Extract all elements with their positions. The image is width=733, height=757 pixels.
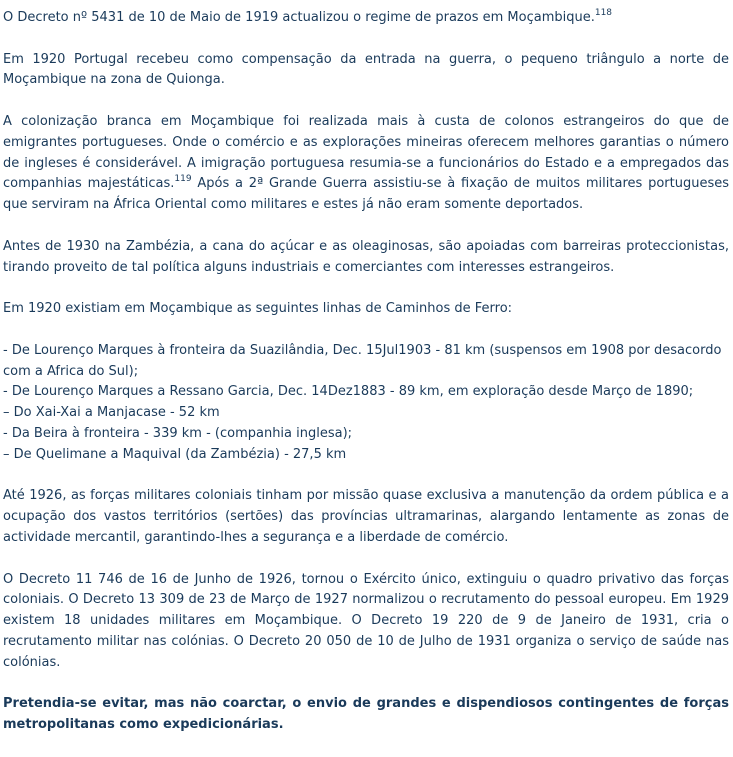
railway-line-item: – De Quelimane a Maquival (da Zambézia) - 27,5 km bbox=[3, 446, 347, 462]
paragraph-text-before: A colonização branca em Moçambique foi realizada mais à custa de colonos estrangeiros do que de emigrantes portugueses. Onde o comércio e as explorações mineiras oferecem melhores garantias o número de ingleses é considerável. A imigração portuguesa resumia-se a funcionários do Estado e a empregados das companhias majestáticas. bbox=[3, 113, 729, 192]
paragraph-caminhos-de-ferro-intro: Em 1920 existiam em Moçambique as seguintes linhas de Caminhos de Ferro: bbox=[3, 301, 513, 317]
paragraph-conclusao: Pretendia-se evitar, mas não coarctar, o envio de grandes e dispendiosos contingentes de forças metropolitanas como expedicionárias. bbox=[3, 696, 729, 733]
paragraph-text: O Decreto nº 5431 de 10 de Maio de 1919 actualizou o regime de prazos em Moçambique. bbox=[3, 10, 595, 25]
paragraph-decretos: O Decreto 11 746 de 16 de Junho de 1926, tornou o Exército único, extinguiu o quadro privativo das forças coloniais. O Decreto 13 309 de 23 de Março de 1927 normalizou o recrutamento do pessoal europeu. Em 1929 existem 18 unidades militares em Moçambique. O Decreto 19 220 de 9 de Janeiro de 1931, cria o recrutamento militar nas colónias. O Decreto 20 050 de 10 de Julho de 1931 organiza o serviço de saúde nas colónias. bbox=[3, 571, 729, 670]
paragraph-quionga: Em 1920 Portugal recebeu como compensação da entrada na guerra, o pequeno triângulo a norte de Moçambique na zona de Quionga. bbox=[3, 51, 729, 88]
railway-line-item: – Do Xai-Xai a Manjacase - 52 km bbox=[3, 405, 220, 421]
document-body bbox=[3, 8, 729, 757]
railway-line-item: - De Lourenço Marques a Ressano Garcia, Dec. 14Dez1883 - 89 km, em exploração desde Março de 1890; bbox=[3, 384, 694, 400]
railway-lines-list bbox=[3, 341, 729, 466]
paragraph-text-after: Após a 2ª Grande Guerra assistiu-se à fixação de muitos militares portugueses que serviram na África Oriental como militares e estes já não eram somente deportados. bbox=[3, 176, 729, 213]
footnote-ref-118[interactable]: 118 bbox=[594, 7, 613, 18]
paragraph-zambezia: Antes de 1930 na Zambézia, a cana do açúcar e as oleaginosas, são apoiadas com barreiras proteccionistas, tirando proveito de tal política alguns industriais e comerciantes com interesses estrangeiros. bbox=[3, 238, 729, 275]
railway-line-item: - Da Beira à fronteira - 339 km - (companhia inglesa); bbox=[3, 425, 353, 441]
paragraph-forcas-militares: Até 1926, as forças militares coloniais tinham por missão quase exclusiva a manutenção da ordem pública e a ocupação dos vastos territórios (sertões) das províncias ultramarinas, alargando lentamente as zonas de actividade mercantil, garantindo-lhes a segurança e a liberdade de comércio. bbox=[3, 488, 729, 545]
railway-line-item: - De Lourenço Marques à fronteira da Suazilândia, Dec. 15Jul1903 - 81 km (suspensos em 1908 por desacordo com a Africa do Sul); bbox=[3, 342, 722, 379]
paragraph-colonizacao bbox=[3, 112, 729, 216]
paragraph-decreto-1919 bbox=[3, 8, 729, 29]
footnote-ref-119[interactable]: 119 bbox=[174, 174, 192, 185]
